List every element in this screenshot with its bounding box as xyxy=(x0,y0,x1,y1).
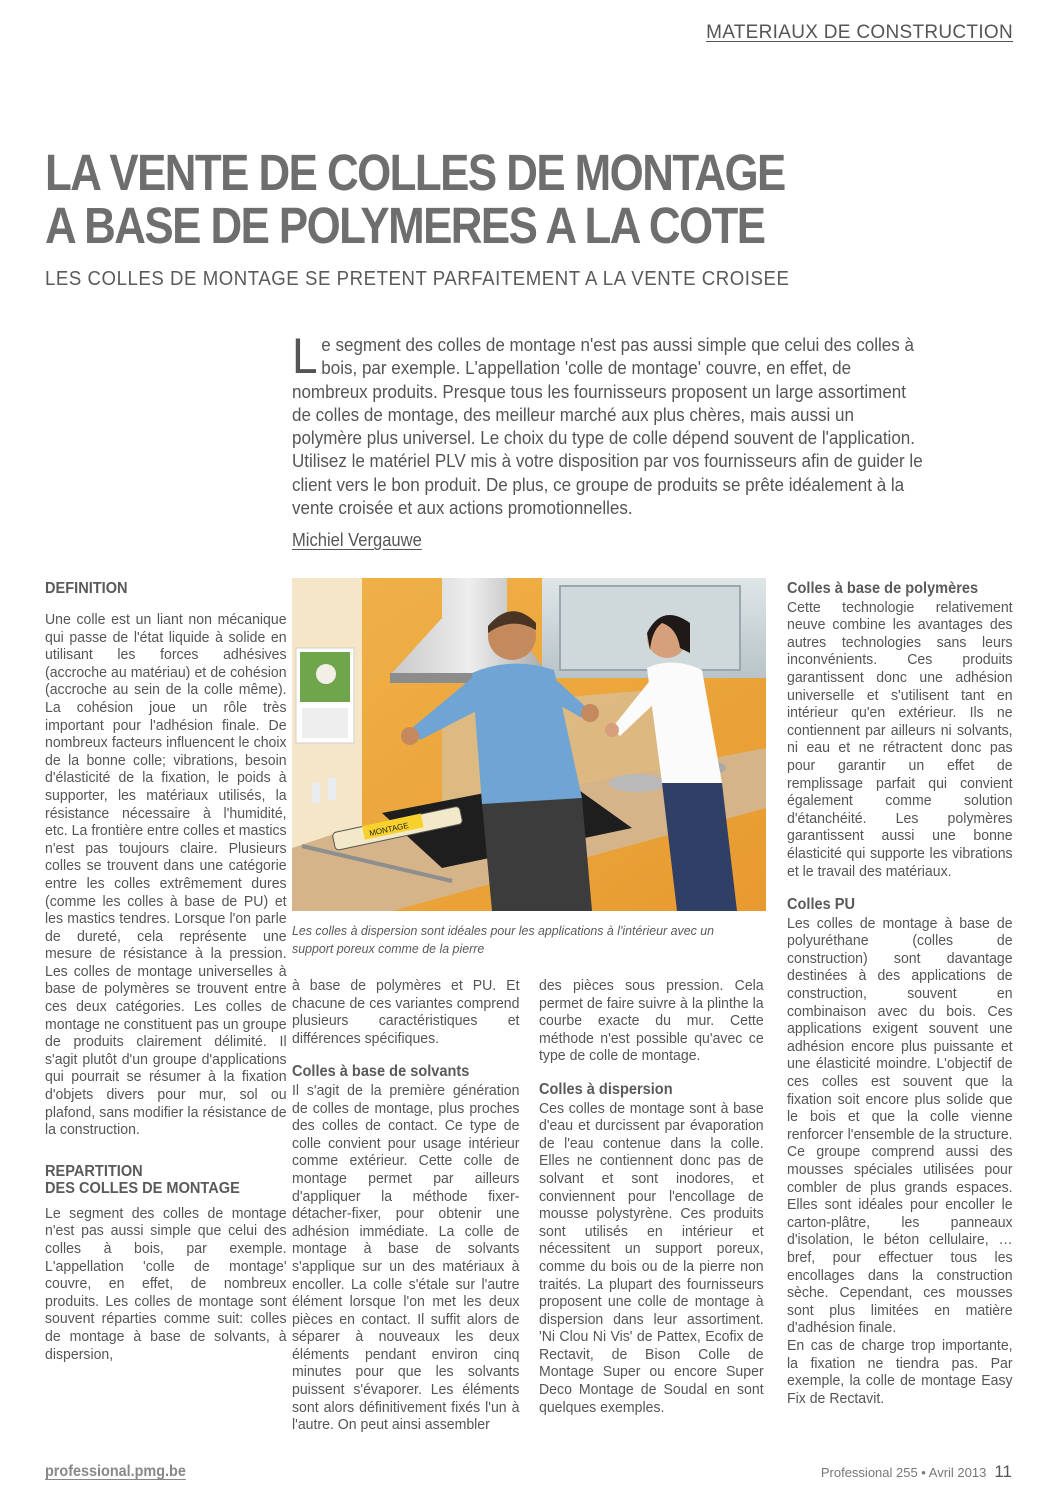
subheading-dispersion: Colles à dispersion xyxy=(539,1080,673,1098)
photo-caption: Les colles à dispersion sont idéales pour les applications à l'intérieur avec un support poreux comme de la pierre xyxy=(292,923,715,956)
column-3 xyxy=(539,977,764,1416)
title-line-2: A BASE DE POLYMERES A LA COTE xyxy=(45,197,765,254)
column-1 xyxy=(45,580,287,1363)
article-intro xyxy=(292,328,927,519)
col2-paragraph-2: Il s'agit de la première génération de colles de montage, plus proches des colles de contact. Ce type de colle convient pour usage intérieur comme extérieur. Cette colle de montage permet par ailleurs d'appliquer la méthode fixer-détacher-fixer, pour obtenir une adhésion immédiate. La colle de montage à base de solvants s'applique sur un des matériaux à encoller. La colle s'étale sur l'autre élément lorsque l'on met les deux pièces en contact. Il suffit alors de séparer à nouveaux les deux éléments pendant environ cinq minutes pour que les solvants puissent s'évaporer. Les éléments sont alors définitivement fixés l'un à l'autre. On peut ainsi assembler xyxy=(292,1081,520,1434)
col4-paragraph-2: Les colles de montage à base de polyuréthane (colles de construction) sont davantage destinées à des applications de construction, souvent en combinaison avec du bois. Ces applications exigent souvent une adhésion encore plus puissante et une élasticité moindre. L'objectif de ces colles est souvent que la fixation soit encore plus solide que le bois et que la colle vienne renforcer l'ensemble de la structure. Ce groupe comprend aussi des mousses spéciales utilisées pour combler de plus grands espaces. Elles sont idéales pour encoller le carton-plâtre, les panneaux d'isolation, le béton cellulaire, … bref, pour effectuer tous les encollages dans la construction sèche. Cependant, ces mousses sont plus limitées en matière d'adhésion finale. xyxy=(787,914,1013,1337)
page-number: 11 xyxy=(994,1462,1012,1481)
heading-repartition-line-2: DES COLLES DE MONTAGE xyxy=(45,1179,240,1197)
heading-repartition xyxy=(45,1163,287,1197)
subheading-solvants: Colles à base de solvants xyxy=(292,1063,470,1081)
subheading-polymeres: Colles à base de polymères xyxy=(787,580,979,597)
col4-paragraph-3: En cas de charge trop importante, la fixation ne tiendra pas. Par exemple, la colle de montage Easy Fix de Rectavit. xyxy=(787,1336,1013,1407)
column-2 xyxy=(292,977,520,1434)
tube-label: MONTAGE xyxy=(368,820,410,838)
subheading-pu: Colles PU xyxy=(787,896,856,914)
col2-paragraph-1: à base de polymères et PU. Et chacune de ces variantes comprend plusieurs caractéristiques et différences spécifiques. xyxy=(292,977,520,1047)
kitchen-photo xyxy=(292,578,766,911)
article-title xyxy=(45,146,888,252)
intro-dropcap: L xyxy=(292,328,318,384)
col3-paragraph-1: des pièces sous pression. Cela permet de faire suivre à la plinthe la courbe exacte du mur. Cette méthode n'est possible qu'avec ce type de colle de montage. xyxy=(539,977,764,1065)
author-byline: Michiel Vergauwe xyxy=(292,530,422,550)
heading-definition: DEFINITION xyxy=(45,580,128,597)
repartition-paragraph: Le segment des colles de montage n'est pas aussi simple que celui des colles à bois, par exemple. L'appellation 'colle de montage' couvre, en effet, de nombreux produits. Les colles de montage sont souvent réparties comme suit: colles de montage à base de solvants, à dispersion, xyxy=(45,1204,287,1363)
column-4 xyxy=(787,580,1013,1407)
issue-info: Professional 255 • Avril 2013 xyxy=(820,1465,987,1480)
article-subtitle: LES COLLES DE MONTAGE SE PRETENT PARFAITEMENT A LA VENTE CROISEE xyxy=(45,268,790,290)
definition-paragraph: Une colle est un liant non mécanique qui passe de l'état liquide à solide en utilisant les forces adhésives (accroche au matériau) et de cohésion (accroche au sein de la colle même). La cohésion joue un rôle très important pour l'adhésion finale. De nombreux facteurs influencent le choix de la bonne colle; vibrations, besoin d'élasticité de la fixation, le poids à supporter, les matériaux utilisés, la résistance nécessaire à l'humidité, etc. La frontière entre colles et mastics n'est pas toujours claire. Plusieurs colles se trouvent dans une catégorie entre les colles extrêmement dures (comme les colles à base de PU) et les mastics tendres. Lorsque l'on parle de dureté, cela représente une mesure de résistance à la pression. Les colles de montage universelles à base de polymères se trouvent entre ces deux catégories. Les colles de montage ne constituent pas un groupe de produits clairement délimité. Il s'agit plutôt d'un groupe d'applications qui pourrait se résumer à la fixation d'objets divers pour mur, sol ou plafond, sans modifier la résistance de la construction. xyxy=(45,611,287,1139)
footer-website-link[interactable]: professional.pmg.be xyxy=(45,1463,186,1480)
title-line-1: LA VENTE DE COLLES DE MONTAGE xyxy=(45,144,785,201)
footer-issue xyxy=(821,1462,1012,1482)
intro-text: e segment des colles de montage n'est pas aussi simple que celui des colles à bois, par exemple. L'appellation 'colle de montage' couvre, en effet, de nombreux produits. Presque tous les fournisseurs proposent un large assortiment de colles de montage, des meilleur marché aux plus chères, mais aussi un polymère plus universel. Le choix du type de colle dépend souvent de l'application. Utilisez le matériel PLV mis à votre disposition par vos fournisseurs afin de guider le client vers le bon produit. De plus, ce groupe de produits se prête idéalement à la vente croisée et aux actions promotionnelles. xyxy=(292,334,923,519)
col4-paragraph-1: Cette technologie relativement neuve combine les avantages des autres technologies sans leurs inconvénients. Ces produits garantissent donc une adhésion universelle et s'utilisent tant en intérieur qu'en extérieur. Ils ne contiennent par ailleurs ni solvants, ni eau et ne rétractent donc pas pour garantir un effet de remplissage parfait qui convient également comme solution d'étanchéité. Les polymères garantissent aussi une bonne élasticité qui supporte les vibrations et le travail des matériaux. xyxy=(787,598,1013,880)
section-tag: MATERIAUX DE CONSTRUCTION xyxy=(706,22,1013,43)
heading-repartition-line-1: REPARTITION xyxy=(45,1162,143,1180)
col3-paragraph-2: Ces colles de montage sont à base d'eau et durcissent par évaporation de l'eau contenue dans la colle. Elles ne contiennent donc pas de solvant et sont inodores, et conviennent pour l'encollage de mousse polystyrène. Ces produits sont utilisés en intérieur et nécessitent un support poreux, comme du bois ou de la pierre non traités. La plupart des fournisseurs proposent une colle de montage à dispersion dans leur assortiment. 'Ni Clou Ni Vis' de Pattex, Ecofix de Rectavit, de Bison Colle de Montage Super ou encore Super Deco Montage de Soudal en sont quelques exemples. xyxy=(539,1099,764,1416)
